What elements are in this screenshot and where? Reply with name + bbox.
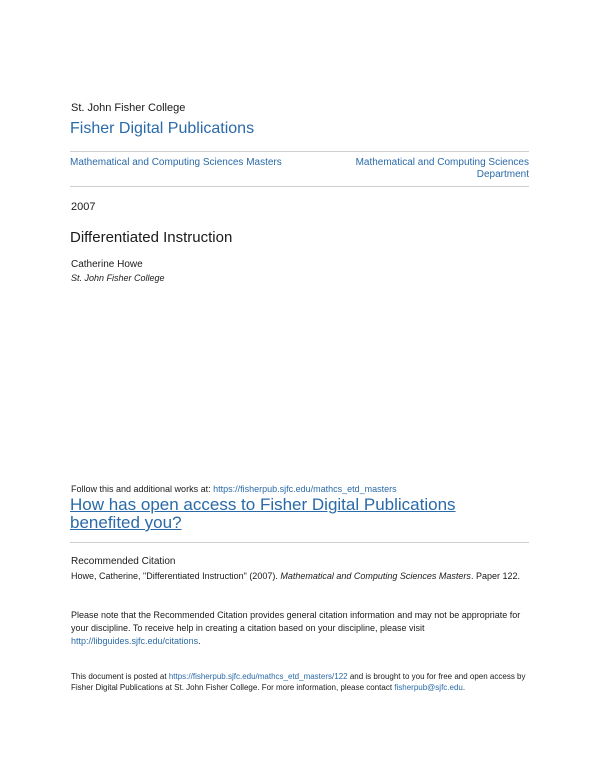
institution-name: St. John Fisher College [71,102,186,114]
author-name: Catherine Howe [71,259,143,270]
divider-top [70,151,529,152]
libguides-link[interactable]: http://libguides.sjfc.edu/citations [71,636,199,646]
divider-nav [70,186,529,187]
posted-prefix: This document is posted at [71,672,169,681]
open-access-feedback-link[interactable]: How has open access to Fisher Digital Publications benefited you? [70,495,456,532]
collection-link[interactable]: Mathematical and Computing Sciences Masters [70,157,282,168]
contact-email-link[interactable]: fisherpub@sjfc.edu [394,683,463,692]
document-title: Differentiated Instruction [70,229,233,246]
follow-line [71,484,397,494]
repository-title-link[interactable]: Fisher Digital Publications [70,120,255,137]
recommended-citation-heading: Recommended Citation [71,556,176,567]
citation-lead: Howe, Catherine, "Differentiated Instruction" (2007). [71,571,281,581]
citation-note [71,609,533,648]
citation-note-text: Please note that the Recommended Citation provides general citation information and may not be appropriate for your discipline. To receive help in creating a citation based on your discipline, please visit [71,610,521,633]
author-affiliation: St. John Fisher College [71,273,165,283]
publication-year: 2007 [71,201,96,213]
posted-statement [71,671,533,693]
department-link[interactable]: Mathematical and Computing Sciences Department [355,157,529,180]
recommended-citation-text [71,570,531,583]
document-url-link[interactable]: https://fisherpub.sjfc.edu/mathcs_etd_masters/122 [168,672,348,681]
citation-series: Mathematical and Computing Sciences Masters [280,571,471,581]
divider-citation [70,542,529,543]
posted-middle: and is brought to you for free and open access by Fisher Digital Publications at St. John Fisher College. For more information, please contact [71,672,526,692]
follow-url-link[interactable]: https://fisherpub.sjfc.edu/mathcs_etd_masters [213,484,397,494]
follow-prefix: Follow this and additional works at: [71,484,214,494]
citation-note-end: . [198,636,201,646]
posted-end: . [462,683,466,692]
citation-tail: . Paper 122. [470,571,520,581]
